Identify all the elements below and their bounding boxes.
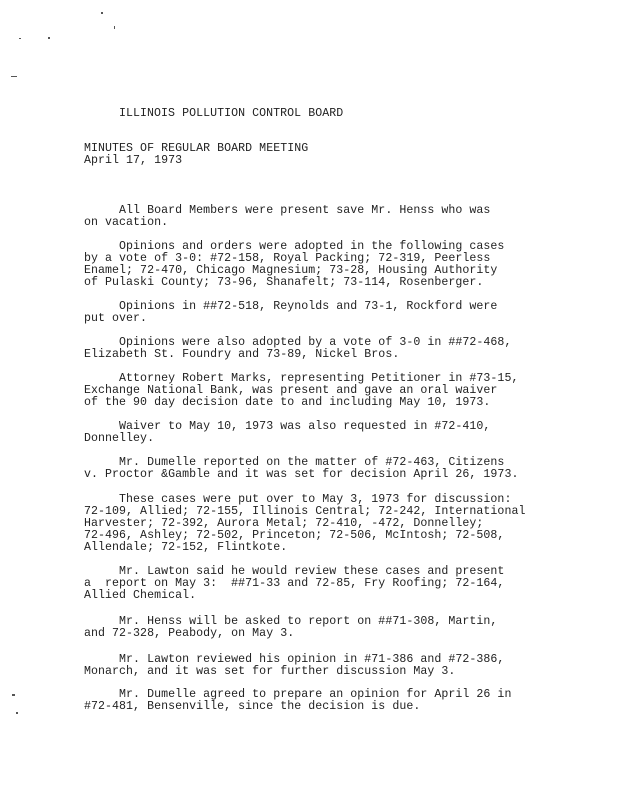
minutes-title: MINUTES OF REGULAR BOARD MEETING xyxy=(84,142,309,155)
scan-speck xyxy=(48,37,50,39)
paragraph-line: of Pulaski County; 73-96, Shanafelt; 73-114, Rosenberger. xyxy=(84,276,484,289)
paragraph-line: Opinions and orders were adopted in the following cases xyxy=(84,240,505,253)
paragraph-line: Harvester; 72-392, Aurora Metal; 72-410, -472, Donnelley; xyxy=(84,517,484,530)
scan-speck xyxy=(19,38,21,39)
paragraph-line: by a vote of 3-0: #72-158, Royal Packing; 72-319, Peerless xyxy=(84,252,491,265)
paragraph-line: #72-481, Bensenville, since the decision is due. xyxy=(84,700,421,713)
paragraph-line: These cases were put over to May 3, 1973 for discussion: xyxy=(84,493,512,506)
paragraph-line: Allied Chemical. xyxy=(84,589,197,602)
paragraph-line: Mr. Lawton reviewed his opinion in #71-386 and #72-386, xyxy=(84,653,505,666)
scan-speck xyxy=(11,76,17,77)
scan-speck xyxy=(114,26,115,29)
scan-speck xyxy=(12,694,15,696)
paragraph-line: on vacation. xyxy=(84,216,169,229)
meeting-date: April 17, 1973 xyxy=(84,154,183,167)
paragraph-line: Enamel; 72-470, Chicago Magnesium; 73-28, Housing Authority xyxy=(84,264,498,277)
paragraph-line: Mr. Dumelle agreed to prepare an opinion for April 26 in xyxy=(84,688,512,701)
paragraph-line: Allendale; 72-152, Flintkote. xyxy=(84,541,288,554)
paragraph-line: All Board Members were present save Mr. Henss who was xyxy=(84,204,491,217)
paragraph-line: v. Proctor &Gamble and it was set for decision April 26, 1973. xyxy=(84,468,519,481)
paragraph-line: Mr. Henss will be asked to report on ##71-308, Martin, xyxy=(84,615,498,628)
paragraph-line: Waiver to May 10, 1973 was also requested in #72-410, xyxy=(84,420,491,433)
paragraph-line: Mr. Dumelle reported on the matter of #72-463, Citizens xyxy=(84,456,505,469)
paragraph-line: Monarch, and it was set for further discussion May 3. xyxy=(84,665,456,678)
paragraph-line: 72-496, Ashley; 72-502, Princeton; 72-506, McIntosh; 72-508, xyxy=(84,529,505,542)
paragraph-line: of the 90 day decision date to and including May 10, 1973. xyxy=(84,396,491,409)
paragraph-line: Exchange National Bank, was present and gave an oral waiver xyxy=(84,384,498,397)
paragraph-line: a report on May 3: ##71-33 and 72-85, Fry Roofing; 72-164, xyxy=(84,577,505,590)
scan-speck xyxy=(101,12,103,14)
paragraph-line: Donnelley. xyxy=(84,432,155,445)
paragraph-line: Mr. Lawton said he would review these cases and present xyxy=(84,565,505,578)
paragraph-line: Opinions in ##72-518, Reynolds and 73-1, Rockford were xyxy=(84,300,498,313)
paragraph-line: Opinions were also adopted by a vote of 3-0 in ##72-468, xyxy=(84,336,512,349)
scan-speck xyxy=(16,712,18,714)
organization-heading: ILLINOIS POLLUTION CONTROL BOARD xyxy=(119,107,344,120)
paragraph-line: put over. xyxy=(84,312,148,325)
paragraph-line: and 72-328, Peabody, on May 3. xyxy=(84,627,295,640)
paragraph-line: Attorney Robert Marks, representing Petitioner in #73-15, xyxy=(84,372,519,385)
paragraph-line: 72-109, Allied; 72-155, Illinois Central; 72-242, International xyxy=(84,505,526,518)
paragraph-line: Elizabeth St. Foundry and 73-89, Nickel Bros. xyxy=(84,348,400,361)
